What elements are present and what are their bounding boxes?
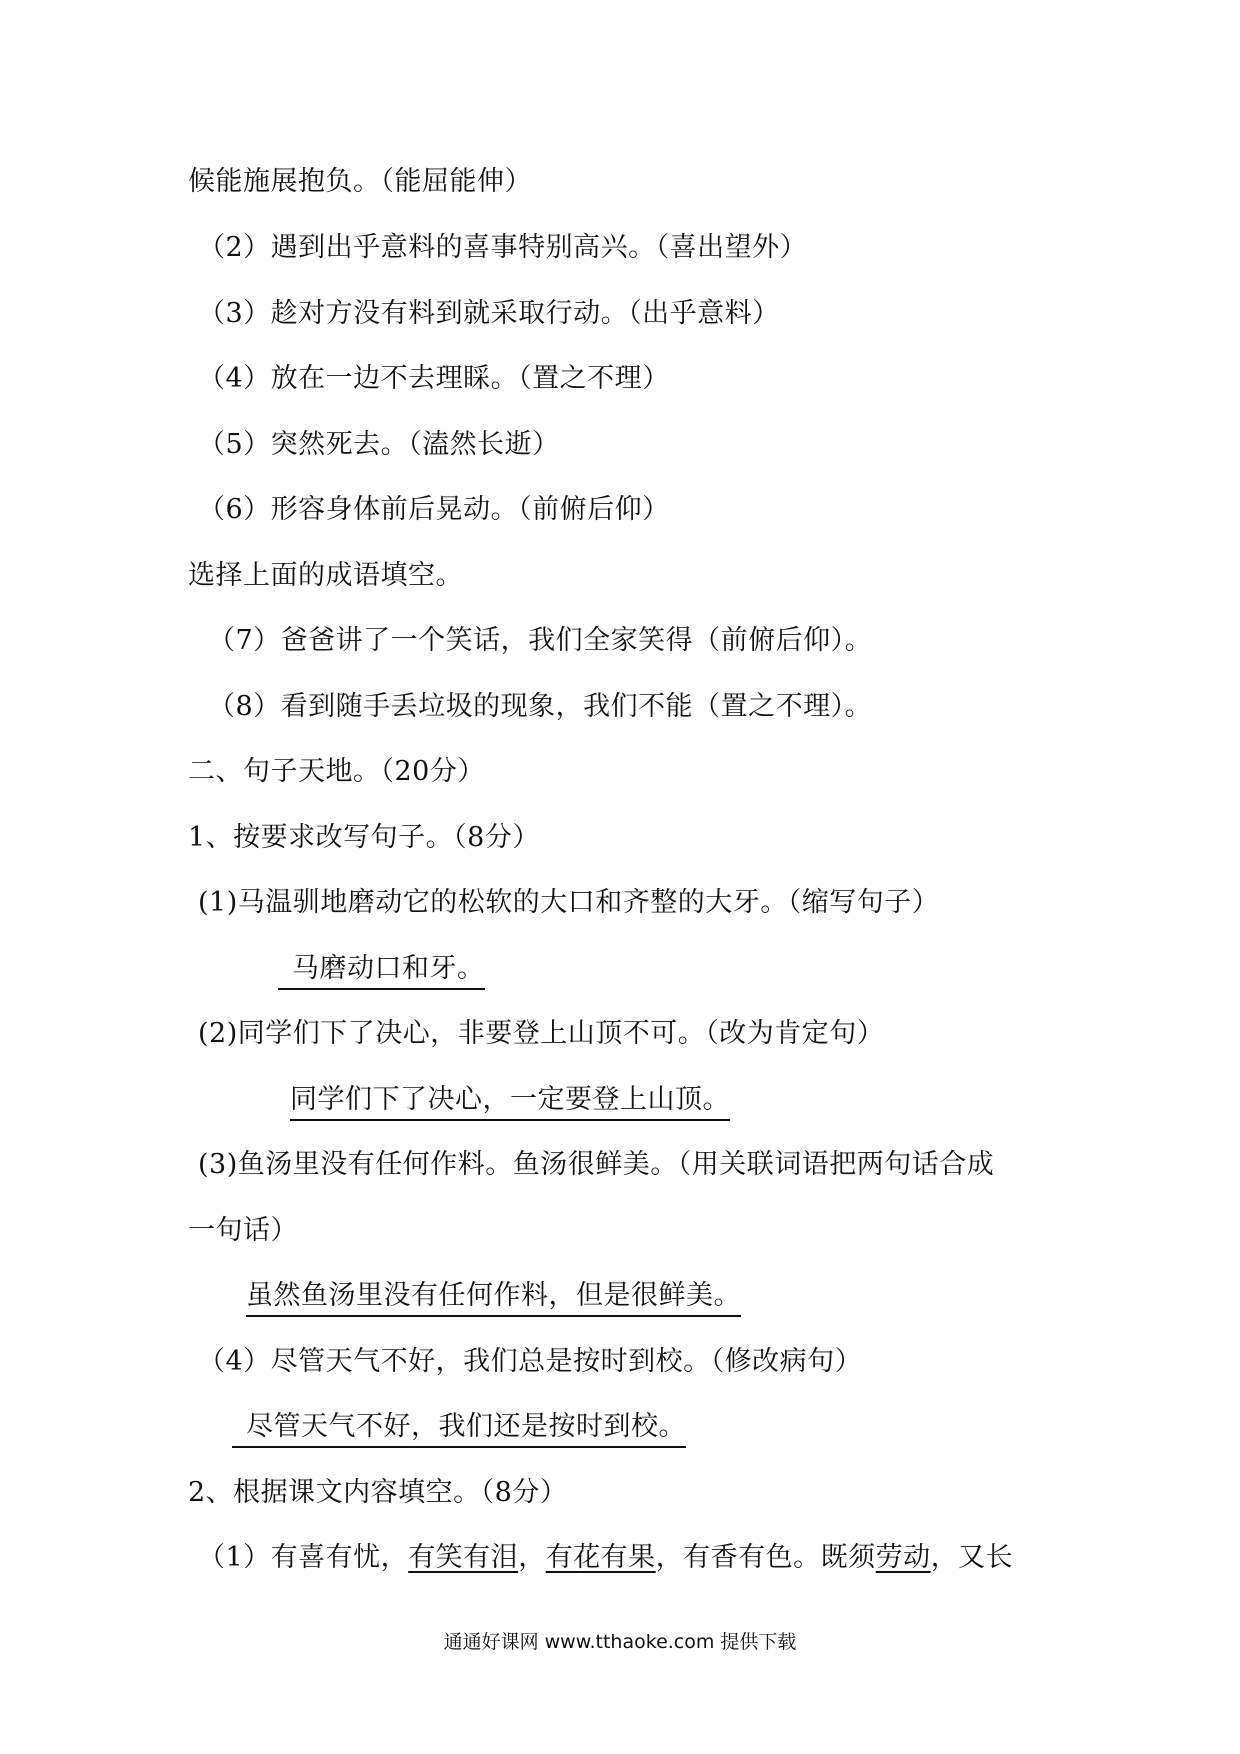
answer-line	[290, 1083, 730, 1121]
text-segment: ，	[518, 1542, 546, 1573]
question-heading: 1、按要求改写句子。（8分）	[188, 822, 540, 853]
answer-text: 尽管天气不好，我们还是按时到校。	[232, 1410, 686, 1448]
text-segment: ，有香有色。既须	[655, 1542, 876, 1573]
answer-text: 同学们下了决心，一定要登上山顶。	[290, 1083, 730, 1121]
text-line: (1)马温驯地磨动它的松软的大口和齐整的大牙。（缩写句子）	[198, 887, 940, 918]
text-line: （4）尽管天气不好，我们总是按时到校。（修改病句）	[198, 1346, 863, 1377]
text-line: （2）遇到出乎意料的喜事特别高兴。（喜出望外）	[198, 232, 808, 263]
page-footer: 通通好课网 www.tthaoke.com 提供下载	[443, 1631, 797, 1653]
filled-blank: 有花有果	[545, 1542, 656, 1573]
answer-text: 虽然鱼汤里没有任何作料，但是很鲜美。	[246, 1279, 741, 1317]
answer-line	[278, 952, 485, 990]
text-line: (2)同学们下了决心，非要登上山顶不可。（改为肯定句）	[198, 1018, 885, 1049]
text-segment: （1）有喜有忧，	[198, 1542, 409, 1573]
text-line: （5）突然死去。（溘然长逝）	[198, 429, 560, 460]
question-heading: 2、根据课文内容填空。（8分）	[188, 1477, 568, 1508]
text-line: (3)鱼汤里没有任何作料。鱼汤很鲜美。（用关联词语把两句话合成	[198, 1149, 995, 1180]
text-line: 选择上面的成语填空。	[188, 560, 463, 591]
text-segment: ，又长	[930, 1542, 1014, 1573]
text-line: 一句话）	[188, 1215, 298, 1246]
answer-line	[232, 1410, 686, 1448]
section-heading: 二、句子天地。（20分）	[188, 756, 485, 787]
filled-blank: 有笑有泪	[408, 1542, 519, 1573]
text-line: （6）形容身体前后晃动。（前俯后仰）	[198, 494, 670, 525]
filled-blank: 劳动	[875, 1542, 931, 1573]
text-line-fill	[198, 1541, 1013, 1575]
text-line: （4）放在一边不去理睬。（置之不理）	[198, 363, 670, 394]
text-line: （3）趁对方没有料到就采取行动。（出乎意料）	[198, 298, 780, 329]
text-line: 候能施展抱负。（能屈能伸）	[188, 166, 532, 197]
text-line: （7）爸爸讲了一个笑话，我们全家笑得（前俯后仰）。	[208, 625, 873, 656]
text-line: （8）看到随手丢垃圾的现象，我们不能（置之不理）。	[208, 691, 873, 722]
answer-text: 马磨动口和牙。	[278, 952, 485, 990]
answer-line	[246, 1279, 741, 1317]
